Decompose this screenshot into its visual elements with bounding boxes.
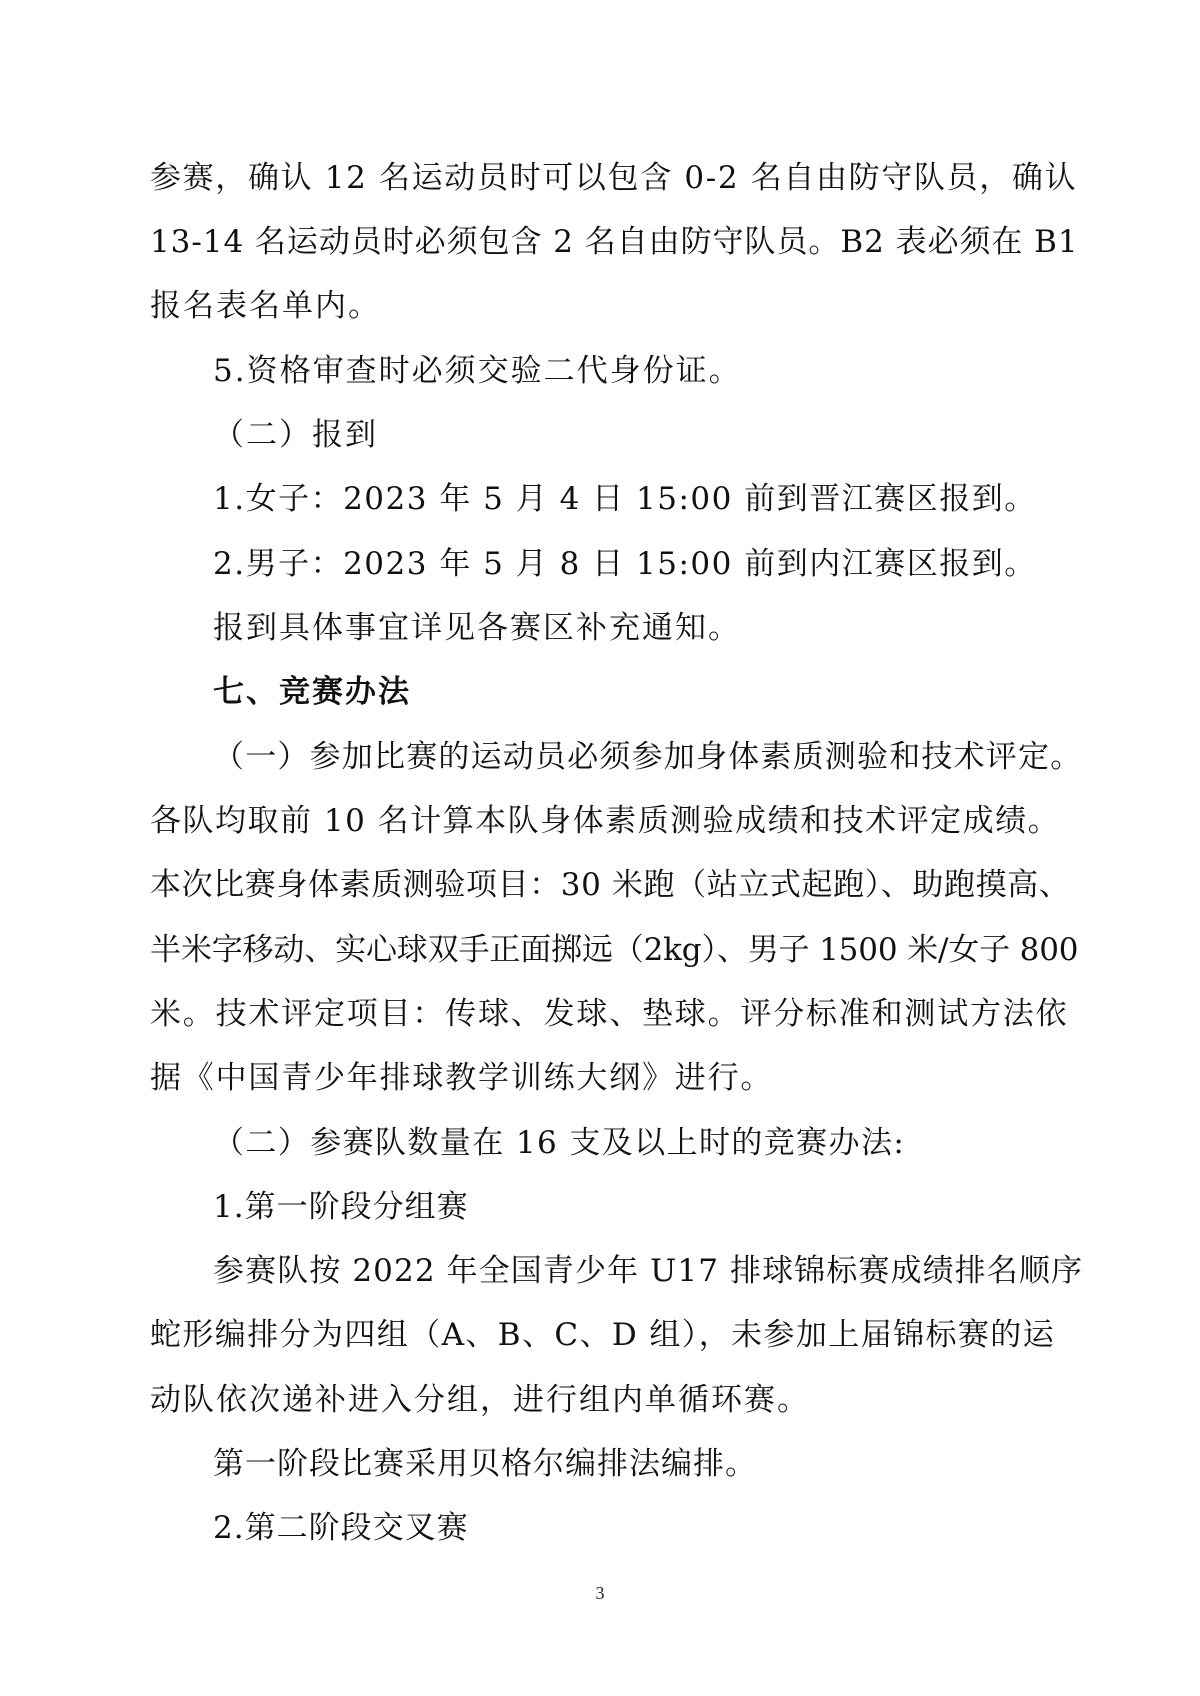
paragraph-line	[0, 789, 1200, 853]
line-text: 米。技术评定项目：传球、发球、垫球。评分标准和测试方法依	[150, 996, 1069, 1032]
line-text: 报名表名单内。	[150, 288, 381, 324]
line-text: 1.第一阶段分组赛	[213, 1189, 469, 1225]
line-text: 动队依次递补进入分组，进行组内单循环赛。	[150, 1382, 810, 1418]
paragraph-line	[0, 918, 1200, 982]
paragraph-line	[0, 596, 1200, 660]
paragraph-line	[0, 339, 1200, 403]
line-text: 第一阶段比赛采用贝格尔编排法编排。	[213, 1446, 757, 1482]
paragraph-line	[0, 982, 1200, 1046]
line-text: 本次比赛身体素质测验项目：30 米跑（站立式起跑）、助跑摸高、	[150, 867, 1071, 903]
paragraph-line	[0, 1175, 1200, 1239]
line-text: 各队均取前 10 名计算本队身体素质测验成绩和技术评定成绩。	[150, 803, 1061, 839]
paragraph-line	[0, 1432, 1200, 1496]
line-text: 2.男子：2023 年 5 月 8 日 15:00 前到内江赛区报到。	[213, 546, 1037, 582]
section-subheading	[0, 403, 1200, 467]
paragraph-line	[0, 210, 1200, 274]
line-text: （二）参赛队数量在 16 支及以上时的竞赛办法:	[213, 1125, 906, 1161]
paragraph-line	[0, 1303, 1200, 1367]
paragraph-line	[0, 1239, 1200, 1303]
line-text: （一）参加比赛的运动员必须参加身体素质测验和技术评定。	[213, 739, 1083, 775]
paragraph-line	[0, 1046, 1200, 1110]
line-text: 2.第二阶段交叉赛	[213, 1510, 469, 1546]
line-text: 参赛，确认 12 名运动员时可以包含 0-2 名自由防守队员，确认	[150, 160, 1078, 196]
paragraph-line	[0, 1368, 1200, 1432]
page-number: 3	[595, 1583, 605, 1603]
line-text: 半米字移动、实心球双手正面掷远（2kg）、男子 1500 米/女子 800	[150, 932, 1079, 968]
line-text: 据《中国青少年排球教学训练大纲》进行。	[150, 1060, 774, 1096]
line-text: 13-14 名运动员时必须包含 2 名自由防守队员。B2 表必须在 B1	[150, 224, 1079, 260]
paragraph-line	[0, 274, 1200, 338]
line-text: 报到具体事宜详见各赛区补充通知。	[213, 610, 741, 646]
line-text: 蛇形编排分为四组（A、B、C、D 组），未参加上届锦标赛的运	[150, 1317, 1056, 1353]
line-text: （二）报到	[213, 417, 378, 453]
paragraph-line	[0, 467, 1200, 531]
line-text: 参赛队按 2022 年全国青少年 U17 排球锦标赛成绩排名顺序	[213, 1253, 1084, 1289]
line-text: 七、竞赛办法	[213, 674, 411, 710]
line-text: 5.资格审查时必须交验二代身份证。	[213, 353, 742, 389]
paragraph-line	[0, 146, 1200, 210]
section-heading	[0, 660, 1200, 724]
paragraph-line	[0, 1111, 1200, 1175]
paragraph-line	[0, 725, 1200, 789]
paragraph-line	[0, 853, 1200, 917]
paragraph-line	[0, 532, 1200, 596]
line-text: 1.女子：2023 年 5 月 4 日 15:00 前到晋江赛区报到。	[213, 481, 1037, 517]
paragraph-line	[0, 1496, 1200, 1560]
